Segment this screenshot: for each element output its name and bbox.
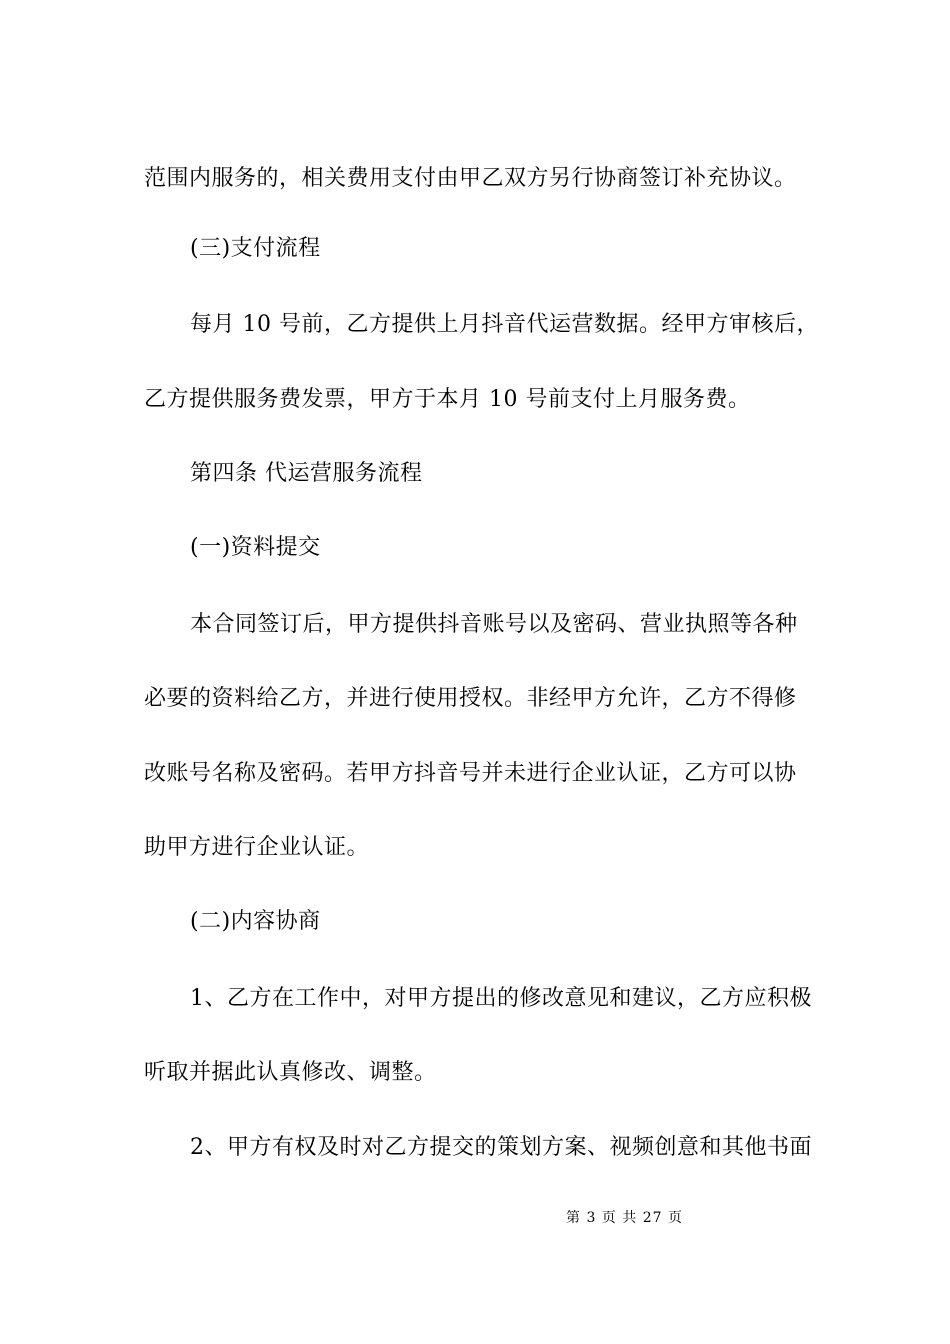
body-text-line: 改账号名称及密码。若甲方抖音号并未进行企业认证，乙方可以协 [144,761,797,786]
body-text-line: 必要的资料给乙方，并进行使用授权。非经甲方允许，乙方不得修 [144,686,797,711]
body-text-line: 1、乙方在工作中，对甲方提出的修改意见和建议，乙方应积极 [190,986,812,1011]
section-heading: (三)支付流程 [190,236,321,261]
page-number-footer: 第 3 页 共 27 页 [566,1210,683,1226]
article-heading: 第四条 代运营服务流程 [190,461,423,486]
body-text-line: 范围内服务的，相关费用支付由甲乙双方另行协商签订补充协议。 [144,166,797,191]
body-text-line: 听取并据此认真修改、调整。 [144,1060,437,1085]
section-heading: (二)内容协商 [190,909,321,934]
body-text-line: 本合同签订后，甲方提供抖音账号以及密码、营业执照等各种 [190,612,798,637]
body-text-line: 2、甲方有权及时对乙方提交的策划方案、视频创意和其他书面 [190,1135,812,1160]
body-text-line: 每月 10 号前，乙方提供上月抖音代运营数据。经甲方审核后， [190,312,819,337]
body-text-line: 乙方提供服务费发票，甲方于本月 10 号前支付上月服务费。 [144,387,751,412]
section-heading: (一)资料提交 [190,535,321,560]
body-text-line: 助甲方进行企业认证。 [144,835,370,860]
